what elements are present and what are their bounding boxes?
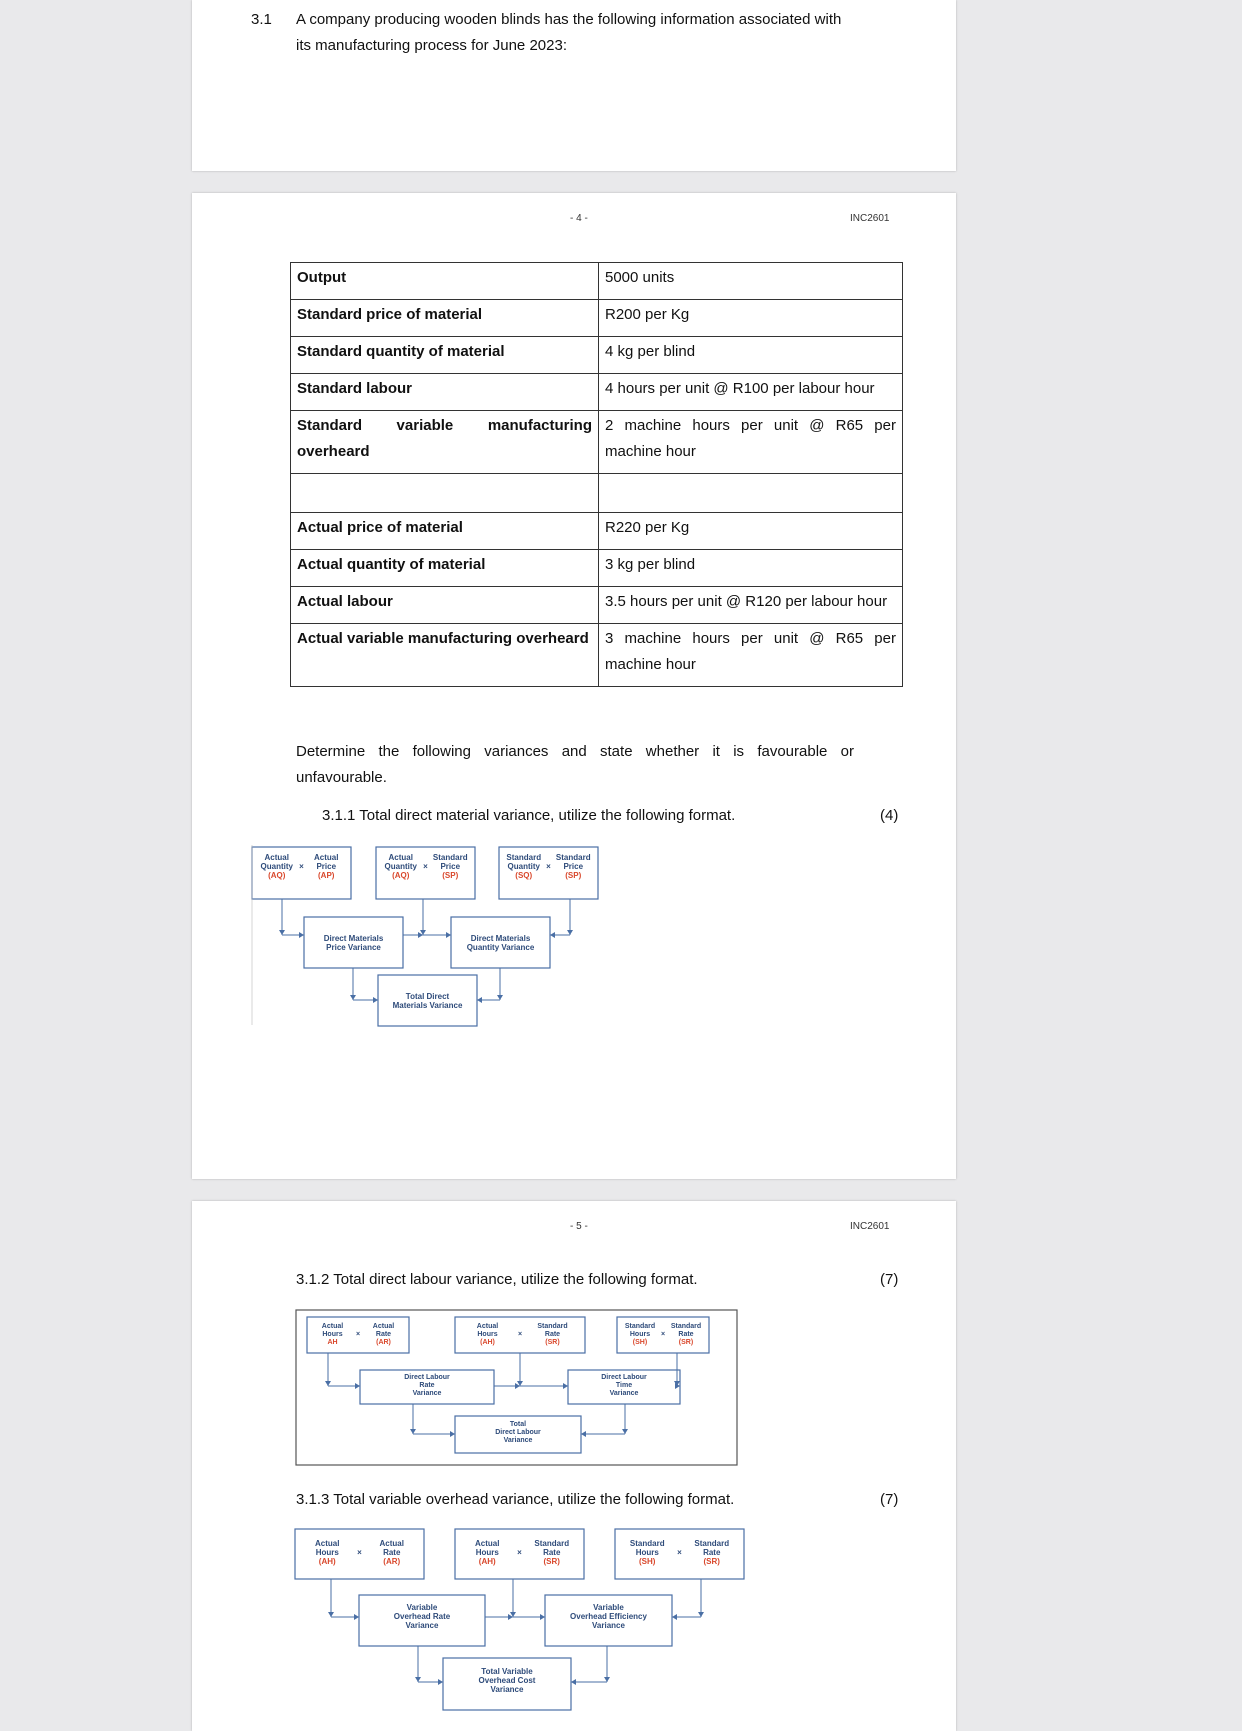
row-label: Standard labour — [291, 374, 599, 411]
variance-label: Total Variable Overhead Cost Variance — [478, 1667, 536, 1694]
times-sign: × — [517, 1331, 523, 1338]
table-row — [291, 513, 903, 550]
labour-variance-diagram — [295, 1308, 745, 1468]
times-sign: × — [660, 1331, 666, 1338]
input-label: Actual Hours (AH) — [315, 1539, 340, 1566]
input-label: Actual Rate (AR) — [372, 1323, 395, 1346]
row-value: 4 hours per unit @ R100 per labour hour — [599, 374, 903, 411]
input-label: Actual Hours (AH) — [476, 1323, 499, 1346]
arrow-head — [450, 1431, 455, 1437]
row-value: R200 per Kg — [599, 300, 903, 337]
instruction-text: Determine the following variances and state whether it is favourable or unfavourable. — [296, 743, 854, 786]
times-sign: × — [677, 1548, 682, 1557]
row-label: Output — [291, 263, 599, 300]
times-sign: × — [357, 1548, 362, 1557]
times-sign: × — [355, 1331, 361, 1338]
module-code: INC2601 — [850, 1221, 890, 1232]
arrow-head — [604, 1677, 610, 1682]
row-value: 4 kg per blind — [599, 337, 903, 374]
row-label: Standard quantity of material — [291, 337, 599, 374]
arrow-head — [299, 932, 304, 938]
times-sign: × — [299, 862, 304, 871]
row-value — [599, 474, 903, 513]
arrow-head — [350, 995, 356, 1000]
input-label: Standard Rate (SR) — [670, 1323, 702, 1346]
arrow-head — [373, 997, 378, 1003]
material-variance-diagram — [252, 845, 612, 1035]
table-row — [291, 550, 903, 587]
marks-3-1-3: (7) — [880, 1491, 899, 1508]
input-label: Standard Rate (SR) — [537, 1323, 568, 1346]
input-label: Actual Hours (AH) — [475, 1539, 500, 1566]
variance-label: Direct Materials Quantity Variance — [466, 934, 535, 952]
table-row — [291, 411, 903, 474]
page-number: - 4 - — [570, 213, 588, 224]
question-intro: A company producing wooden blinds has the following information associated with its manufacturing process for June 2023: — [296, 11, 842, 54]
arrow-head — [354, 1614, 359, 1620]
arrow-head — [550, 932, 555, 938]
arrow-head — [567, 930, 573, 935]
input-label: Actual Quantity (AQ) — [260, 853, 293, 880]
table-row — [291, 300, 903, 337]
module-code: INC2601 — [850, 213, 890, 224]
row-label: Actual labour — [291, 587, 599, 624]
document-page-4 — [192, 193, 956, 1179]
times-sign: × — [546, 862, 551, 871]
arrow-head — [328, 1612, 334, 1617]
arrow-head — [672, 1614, 677, 1620]
variance-label: Variable Overhead Efficiency Variance — [570, 1603, 647, 1630]
input-label: Standard Hours (SH) — [624, 1323, 656, 1346]
row-label: Actual quantity of material — [291, 550, 599, 587]
row-value: R220 per Kg — [599, 513, 903, 550]
arrow-head — [698, 1612, 704, 1617]
times-sign: × — [517, 1548, 522, 1557]
arrow-head — [497, 995, 503, 1000]
question-number: 3.1 — [251, 11, 272, 28]
question-3-1-2: 3.1.2 Total direct labour variance, utilize the following format. — [296, 1271, 698, 1288]
arrow-head — [325, 1381, 331, 1386]
table-row — [291, 374, 903, 411]
table-row — [291, 624, 903, 687]
table-row — [291, 337, 903, 374]
question-3-1-3: 3.1.3 Total variable overhead variance, utilize the following format. — [296, 1491, 735, 1508]
row-value: 3 kg per blind — [599, 550, 903, 587]
row-label: Actual variable manufacturing overheard — [291, 624, 599, 687]
arrow-head — [622, 1429, 628, 1434]
overhead-variance-diagram — [295, 1527, 755, 1717]
input-label: Actual Hours AH — [321, 1323, 344, 1346]
arrow-head — [410, 1429, 416, 1434]
arrow-head — [446, 932, 451, 938]
row-value: 5000 units — [599, 263, 903, 300]
arrow-head — [581, 1431, 586, 1437]
row-label: Actual price of material — [291, 513, 599, 550]
row-value: 2 machine hours per unit @ R65 per machine hour — [599, 411, 903, 474]
arrow-head — [540, 1614, 545, 1620]
arrow-head — [415, 1677, 421, 1682]
row-value: 3.5 hours per unit @ R120 per labour hour — [599, 587, 903, 624]
input-label: Actual Rate (AR) — [379, 1539, 404, 1566]
table-row — [291, 587, 903, 624]
input-label: Actual Quantity (AQ) — [384, 853, 417, 880]
input-label: Standard Price (SP) — [555, 853, 591, 880]
table-row — [291, 474, 903, 513]
variance-label: Direct Labour Rate Variance — [404, 1374, 450, 1397]
input-label: Standard Hours (SH) — [629, 1539, 665, 1566]
information-table — [290, 262, 903, 687]
page-number: - 5 - — [570, 1221, 588, 1232]
input-label: Standard Rate (SR) — [534, 1539, 570, 1566]
question-3-1-1: 3.1.1 Total direct material variance, utilize the following format. — [322, 807, 736, 824]
arrow-head — [279, 930, 285, 935]
row-label — [291, 474, 599, 513]
times-sign: × — [423, 862, 428, 871]
variance-label: Variable Overhead Rate Variance — [393, 1603, 451, 1630]
input-label: Standard Quantity (SQ) — [506, 853, 542, 880]
marks-3-1-1: (4) — [880, 807, 899, 824]
arrow-head — [477, 997, 482, 1003]
variance-label: Total Direct Materials Variance — [392, 992, 463, 1010]
arrow-head — [563, 1383, 568, 1389]
row-value: 3 machine hours per unit @ R65 per machine hour — [599, 624, 903, 687]
variance-label: Direct Labour Time Variance — [601, 1374, 647, 1397]
variance-label: Direct Materials Price Variance — [323, 934, 384, 952]
row-label: Standard variable manufacturing overheard — [291, 411, 599, 474]
document-page-1 — [192, 0, 956, 171]
table-row — [291, 263, 903, 300]
input-label: Actual Price (AP) — [314, 853, 339, 880]
input-label: Standard Price (SP) — [432, 853, 468, 880]
row-label: Standard price of material — [291, 300, 599, 337]
marks-3-1-2: (7) — [880, 1271, 899, 1288]
arrow-head — [355, 1383, 360, 1389]
arrow-head — [571, 1679, 576, 1685]
arrow-head — [438, 1679, 443, 1685]
input-label: Standard Rate (SR) — [694, 1539, 730, 1566]
variance-label: Total Direct Labour Variance — [495, 1421, 541, 1444]
document-page-5 — [192, 1201, 956, 1731]
